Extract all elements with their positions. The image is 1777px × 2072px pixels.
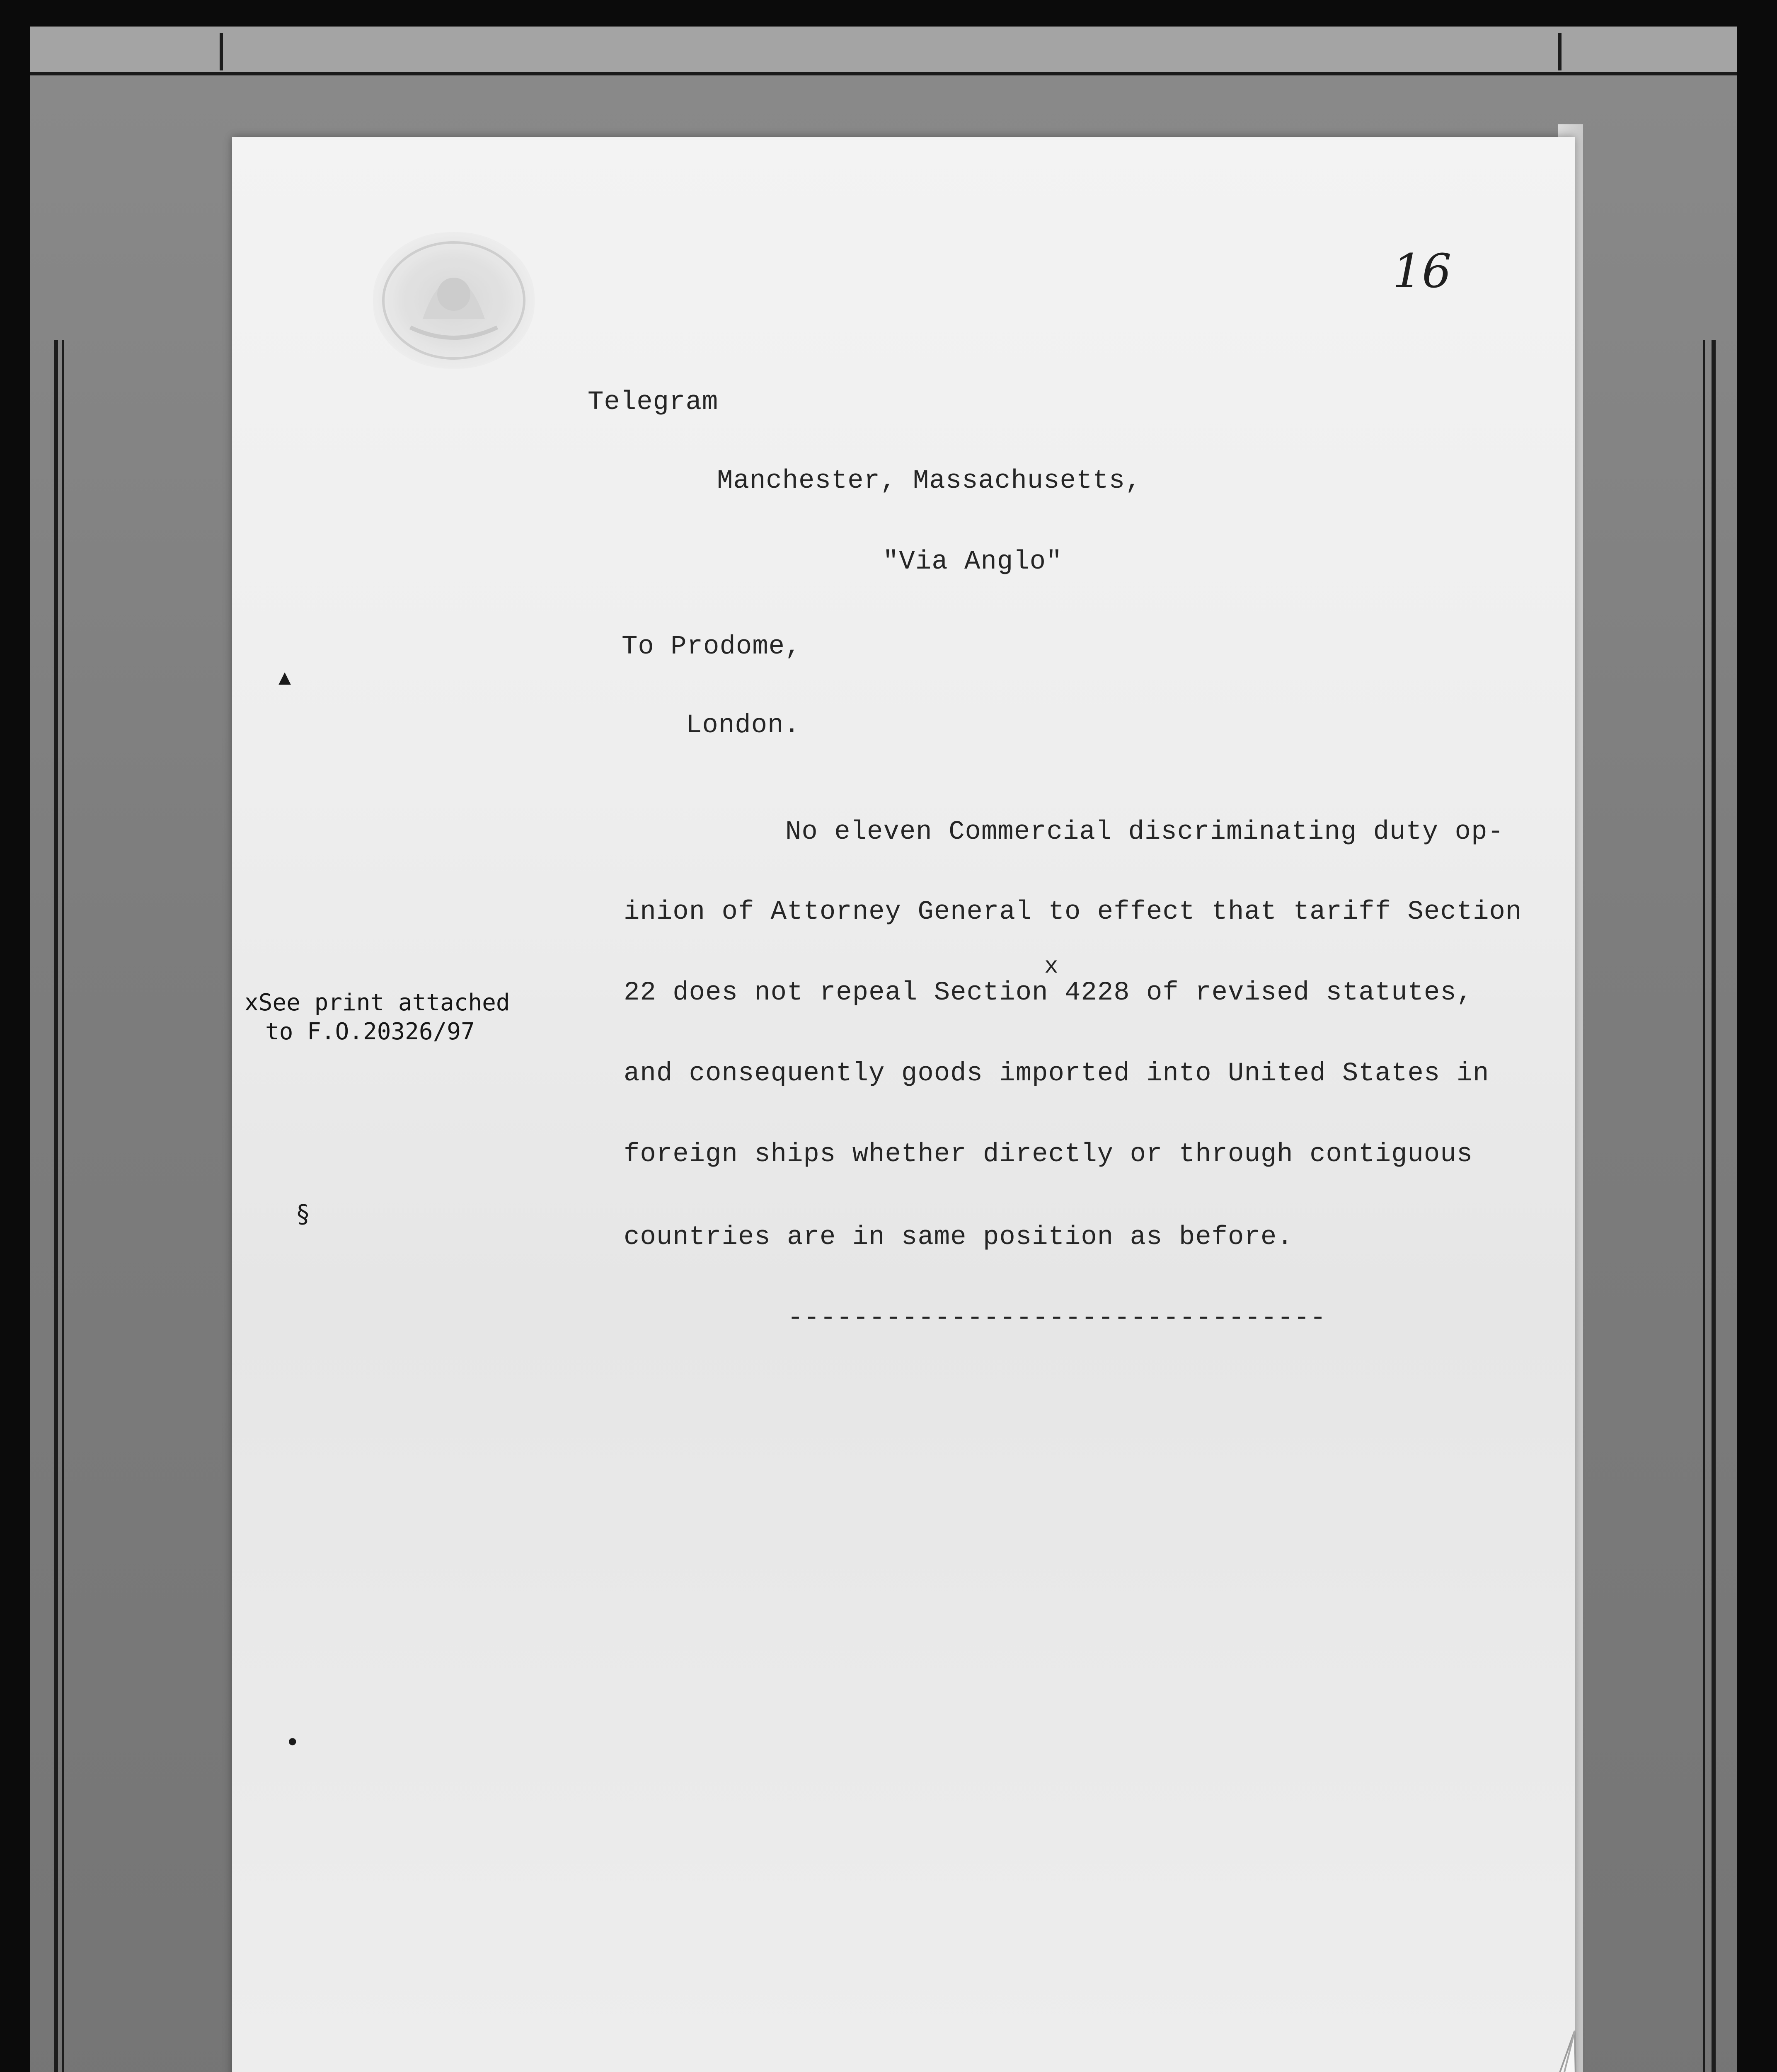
frame-line-left-outer (54, 340, 58, 2072)
body-line-3: 22 does not repeal Section 4228 of revised statutes, (624, 978, 1473, 1008)
page-curl (1484, 2031, 1583, 2072)
ink-speck: § (297, 1200, 309, 1229)
frame-line-left-inner (62, 340, 64, 2072)
ink-speck: • (285, 1728, 300, 1757)
body-line-5: foreign ships whether directly or through contiguous (624, 1140, 1473, 1169)
separator-line: --------------------------------- (787, 1303, 1327, 1333)
document-page (232, 137, 1575, 2072)
top-tick-left (220, 33, 223, 70)
margin-note-line-2: to F.O.20326/97 (265, 1018, 475, 1045)
body-line-1: No eleven Commercial discriminating duty op- (785, 817, 1504, 847)
margin-note-line-1: xSee print attached (245, 989, 510, 1016)
embossed-seal (373, 232, 535, 369)
body-line-2: inion of Attorney General to effect that tariff Section (624, 897, 1522, 927)
body-line-4: and consequently goods imported into United States in (624, 1059, 1489, 1089)
origin-line: Manchester, Massachusetts, (717, 466, 1142, 496)
addressee-line: To Prodome, (622, 632, 801, 662)
mount-top-strip (30, 27, 1737, 75)
frame-line-right-outer (1712, 340, 1716, 2072)
frame-line-right-inner (1703, 340, 1705, 2072)
ink-speck: ▴ (278, 662, 291, 691)
top-tick-right (1558, 33, 1562, 70)
telegram-heading: Telegram (588, 387, 719, 417)
folio-number: 16 (1392, 244, 1452, 298)
body-line-6: countries are in same position as before. (624, 1222, 1293, 1252)
city-line: London. (686, 711, 800, 741)
route-line: "Via Anglo" (883, 547, 1063, 577)
footnote-mark: x (1044, 953, 1059, 980)
